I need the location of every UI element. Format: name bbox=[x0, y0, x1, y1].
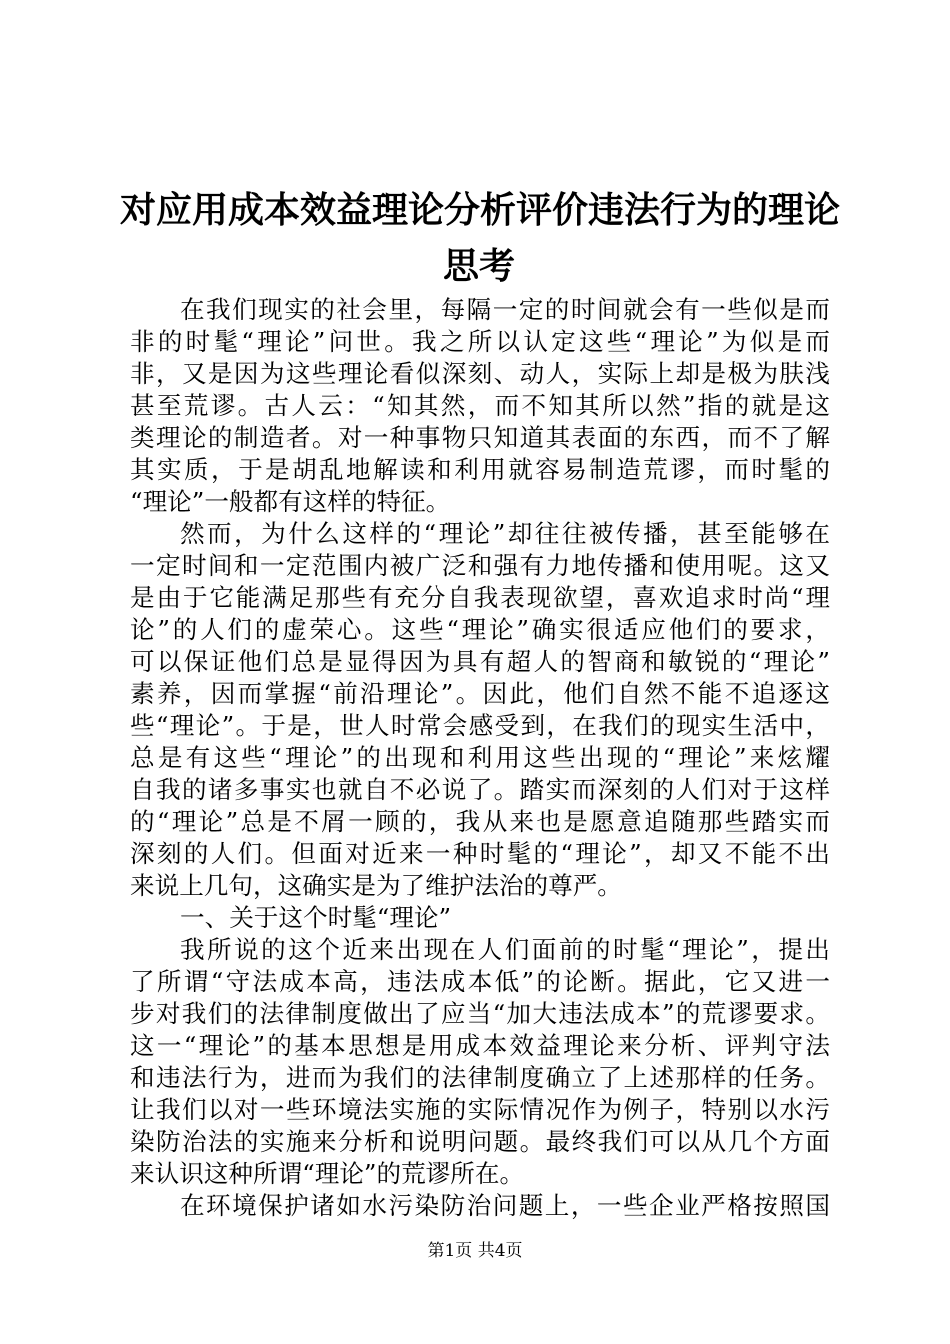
body-line: 类理论的制造者。对一种事物只知道其表面的东西，而不了解 bbox=[130, 423, 830, 452]
document-title-line-1: 对应用成本效益理论分析评价违法行为的理论 bbox=[120, 189, 841, 231]
body-line: 论”的人们的虚荣心。这些“理论”确实很适应他们的要求， bbox=[130, 615, 830, 644]
body-line: 步对我们的法律制度做出了应当“加大违法成本”的荒谬要求。 bbox=[130, 999, 830, 1028]
body-line: 些“理论”。于是，世人时常会感受到，在我们的现实生活中， bbox=[130, 711, 830, 740]
body-line: 来认识这种所谓“理论”的荒谬所在。 bbox=[130, 1159, 525, 1188]
body-line: 总是有这些“理论”的出现和利用这些出现的“理论”来炫耀 bbox=[130, 743, 830, 772]
body-line: 非，又是因为这些理论看似深刻、动人，实际上却是极为肤浅 bbox=[130, 359, 830, 388]
body-line: 在环境保护诸如水污染防治问题上，一些企业严格按照国 bbox=[180, 1191, 830, 1220]
body-line: 然而，为什么这样的“理论”却往往被传播，甚至能够在 bbox=[180, 519, 830, 548]
body-line: 在我们现实的社会里，每隔一定的时间就会有一些似是而 bbox=[180, 295, 830, 324]
body-line: 可以保证他们总是显得因为具有超人的智商和敏锐的“理论” bbox=[130, 647, 830, 676]
body-line: 的“理论”总是不屑一顾的，我从来也是愿意追随那些踏实而 bbox=[130, 807, 830, 836]
body-line: 我所说的这个近来出现在人们面前的时髦“理论”，提出 bbox=[180, 935, 830, 964]
body-line: 了所谓“守法成本高，违法成本低”的论断。据此，它又进一 bbox=[130, 967, 830, 996]
document-body bbox=[130, 294, 830, 1222]
section-heading: 一、关于这个时髦“理论” bbox=[180, 903, 452, 932]
body-line: 染防治法的实施来分析和说明问题。最终我们可以从几个方面 bbox=[130, 1127, 830, 1156]
body-line: 甚至荒谬。古人云：“知其然，而不知其所以然”指的就是这 bbox=[130, 391, 830, 420]
body-line: 这一“理论”的基本思想是用成本效益理论来分析、评判守法 bbox=[130, 1031, 830, 1060]
body-line: 是由于它能满足那些有充分自我表现欲望，喜欢追求时尚“理 bbox=[130, 583, 830, 612]
body-line: 自我的诸多事实也就自不必说了。踏实而深刻的人们对于这样 bbox=[130, 775, 830, 804]
body-line: “理论”一般都有这样的特征。 bbox=[130, 487, 451, 516]
body-line: 让我们以对一些环境法实施的实际情况作为例子，特别以水污 bbox=[130, 1095, 830, 1124]
body-line: 非的时髦“理论”问世。我之所以认定这些“理论”为似是而 bbox=[130, 327, 830, 356]
body-line: 和违法行为，进而为我们的法律制度确立了上述那样的任务。 bbox=[130, 1063, 830, 1092]
body-line: 其实质，于是胡乱地解读和利用就容易制造荒谬，而时髦的 bbox=[130, 455, 830, 484]
body-line: 来说上几句，这确实是为了维护法治的尊严。 bbox=[130, 871, 622, 900]
body-line: 深刻的人们。但面对近来一种时髦的“理论”，却又不能不出 bbox=[130, 839, 830, 868]
page-number-footer: 第1页 共4页 bbox=[427, 1241, 523, 1261]
document-title-line-2: 思考 bbox=[442, 245, 515, 287]
body-line: 一定时间和一定范围内被广泛和强有力地传播和使用呢。这又 bbox=[130, 551, 830, 580]
body-line: 素养，因而掌握“前沿理论”。因此，他们自然不能不追逐这 bbox=[130, 679, 830, 708]
